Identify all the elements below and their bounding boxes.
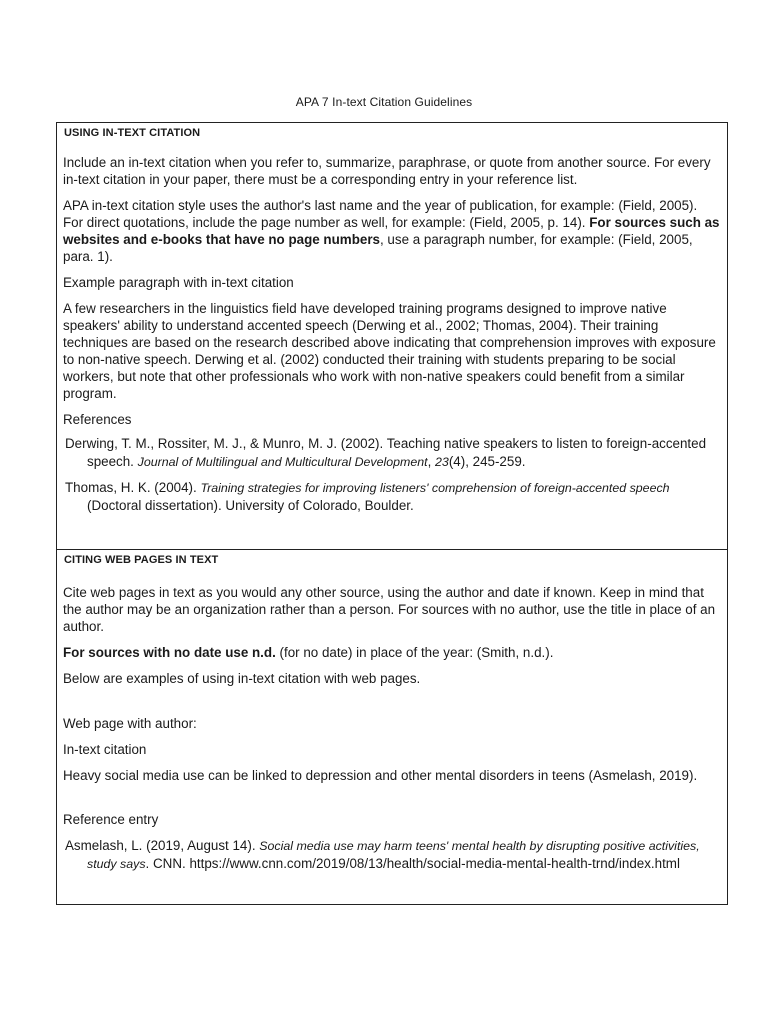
ref-pages: (4), 245-259.: [448, 454, 526, 469]
section-content: [57, 584, 727, 873]
in-text-citation-heading: In-text citation: [63, 742, 147, 757]
in-text-example-paragraph: Heavy social media use can be linked to depression and other mental disorders in teens (Asmelash, 2019).: [63, 768, 698, 783]
reference-derwing: [63, 435, 721, 471]
apa-style-text: APA in-text citation style uses the author's last name and the year of publication, for example: (Field, 2005). For direct quotations, include the page number as well, for example: (Field, 2005, p. 14).: [63, 198, 698, 230]
ref-sep: ,: [427, 454, 436, 469]
ref-rest: . CNN. https://www.cnn.com/2019/08/13/health/social-media-mental-health-trnd/index.html: [145, 856, 680, 871]
section-heading: CITING WEB PAGES IN TEXT: [64, 554, 219, 566]
no-date-bold: For sources with no date use n.d.: [63, 645, 276, 660]
example-paragraph: A few researchers in the linguistics field have developed training programs designed to improve native speakers' ability to understand accented speech (Derwing et al., 2002; Thomas, 2004). Their training techniques are based on the research described above indicating that comprehension improves with exposure to non-native speech. Derwing et al. (2002) conducted their training with students preparing to be social workers, but note that other professionals who work with non-native speakers could benefit from a similar program.: [63, 301, 716, 401]
apa-style-text-end: , use a paragraph number, for example: (Field, 2005, para. 1).: [63, 232, 693, 264]
ref-journal: Journal of Multilingual and Multicultural Development: [137, 455, 428, 469]
apa-style-bold-text: For sources such as websites and e-books that have no page numbers: [63, 215, 720, 247]
reference-thomas: [63, 479, 721, 515]
section-heading: USING IN-TEXT CITATION: [64, 127, 201, 139]
ref-text: Asmelash, L. (2019, August 14).: [65, 838, 260, 853]
no-date-text: (for no date) in place of the year: (Smith, n.d.).: [275, 645, 554, 660]
reference-entry-heading: Reference entry: [63, 812, 159, 827]
ref-rest: (Doctoral dissertation). University of Colorado, Boulder.: [87, 498, 414, 513]
document-title: APA 7 In-text Citation Guidelines: [295, 95, 473, 109]
section-citing-web-pages: [56, 549, 728, 905]
examples-paragraph: Below are examples of using in-text citation with web pages.: [63, 671, 421, 686]
ref-volume: 23: [435, 455, 449, 469]
webpage-with-author-heading: Web page with author:: [63, 716, 197, 731]
intro-paragraph: Include an in-text citation when you refer to, summarize, paraphrase, or quote from another source. For every in-text citation in your paper, there must be a corresponding entry in your reference list.: [63, 155, 711, 187]
ref-title: Training strategies for improving listeners' comprehension of foreign-accented speech: [200, 481, 670, 495]
ref-text: Derwing, T. M., Rossiter, M. J., & Munro, M. J. (2002). Teaching native speakers to listen to foreign-accented speech.: [65, 436, 707, 469]
apa-style-paragraph: [63, 197, 721, 265]
no-date-paragraph: [63, 644, 721, 661]
reference-asmelash: [63, 837, 721, 873]
example-heading: Example paragraph with in-text citation: [63, 275, 294, 290]
web-intro-paragraph: Cite web pages in text as you would any other source, using the author and date if known. Keep in mind that the author may be an organization rather than a person. For sources with no author, use the title in place of an author.: [63, 585, 716, 634]
ref-text: Thomas, H. K. (2004).: [65, 480, 201, 495]
ref-title: Social media use may harm teens' mental health by disrupting positive activities, study says: [87, 839, 700, 871]
section-content: [57, 154, 727, 515]
references-heading: References: [63, 412, 132, 427]
section-using-in-text-citation: [56, 122, 728, 550]
